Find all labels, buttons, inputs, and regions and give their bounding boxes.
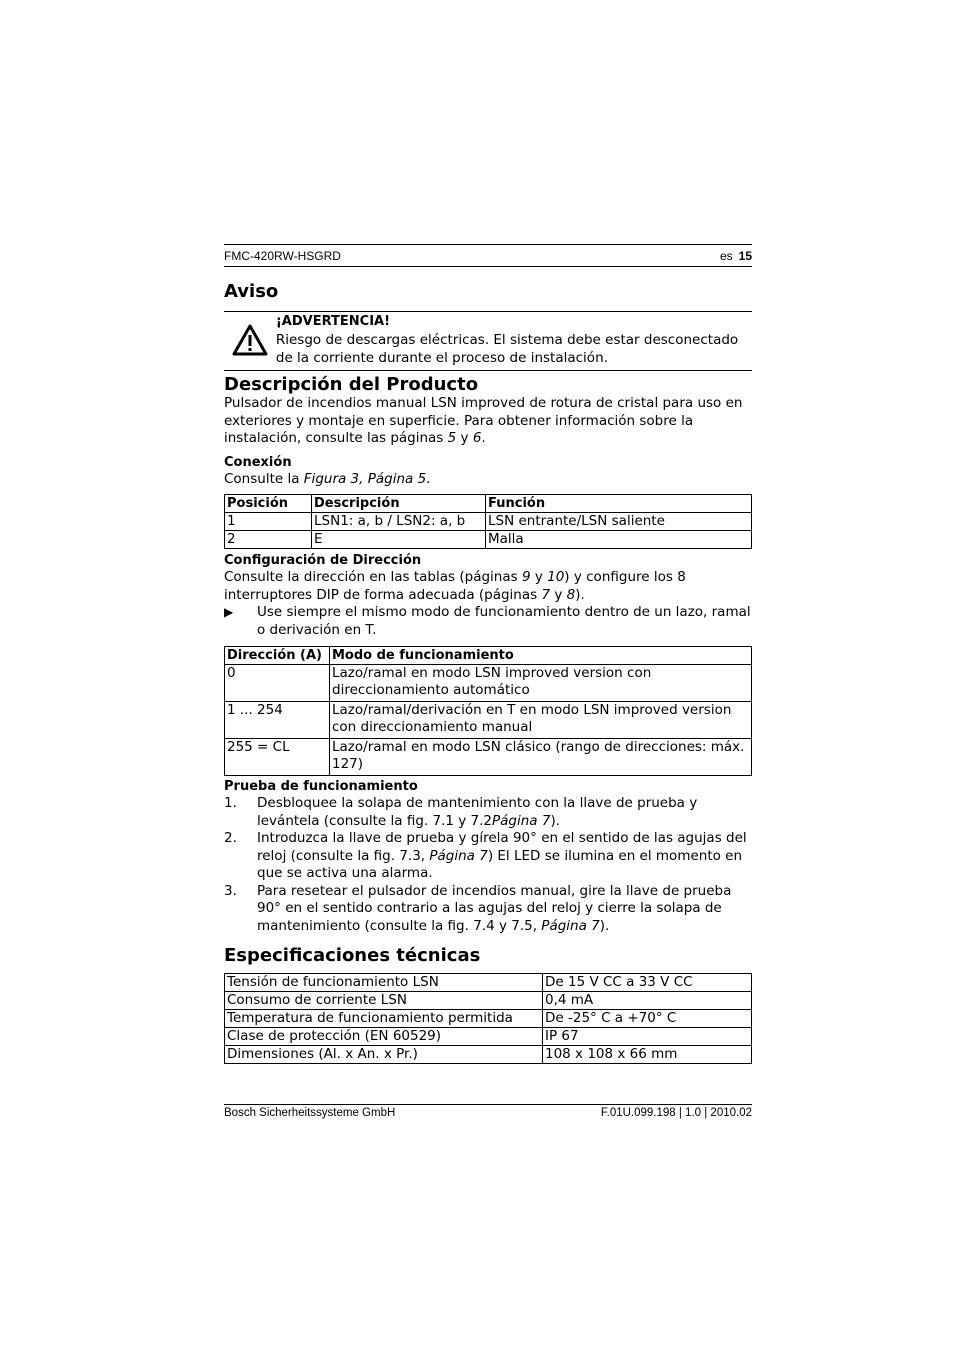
- page-number: 15: [738, 248, 752, 263]
- step-text-b: ) El LED se ilumina en el momento en que se activa una alarma.: [257, 847, 743, 881]
- table-cell: Lazo/ramal en modo LSN clásico (rango de direcciones: máx. 127): [330, 739, 752, 776]
- aviso-heading: Aviso: [224, 281, 279, 302]
- page-ref: 7: [541, 586, 551, 603]
- step-text: [257, 883, 752, 936]
- table-row: [225, 665, 752, 702]
- column-header: Modo de funcionamiento: [330, 647, 752, 665]
- step-number: 3.: [224, 882, 237, 899]
- warning-text-block: [276, 313, 752, 367]
- list-item: [224, 883, 752, 936]
- table-cell: 0: [225, 665, 330, 702]
- table-row: [225, 1046, 752, 1064]
- spec-value: De -25° C a +70° C: [543, 1010, 752, 1028]
- config-text: y: [530, 569, 548, 585]
- page-ref: Página 7: [541, 917, 600, 934]
- table-row: [225, 1028, 752, 1046]
- bullet-text: Use siempre el mismo modo de funcionamiento dentro de un lazo, ramal o derivación en T.: [257, 604, 751, 638]
- page-ref: 6: [472, 430, 482, 446]
- running-header: [224, 244, 752, 267]
- configuracion-heading: Configuración de Dirección: [224, 553, 422, 568]
- table-row: [225, 739, 752, 776]
- header-right: [714, 249, 752, 263]
- direccion-table: [224, 646, 752, 776]
- especificaciones-table: [224, 973, 752, 1064]
- config-text: Consulte la dirección en las tablas (páginas: [224, 569, 522, 585]
- table-cell: LSN1: a, b / LSN2: a, b: [312, 513, 486, 531]
- descripcion-text: Pulsador de incendios manual LSN improved de rotura de cristal para uso en exteriores y montaje en superficie. Para obtener información sobre la instalación, consulte las páginas: [224, 395, 743, 446]
- prueba-heading: Prueba de funcionamiento: [224, 779, 418, 794]
- descripcion-heading: Descripción del Producto: [224, 374, 479, 395]
- table-row: [225, 531, 752, 549]
- step-text-b: ).: [599, 917, 610, 934]
- table-row: [225, 1010, 752, 1028]
- configuracion-paragraph: [224, 569, 752, 604]
- descripcion-text: y: [456, 430, 473, 446]
- step-text-a: Introduzca la llave de prueba y gírela 90° en el sentido de las agujas del reloj (consulte la fig. 7.3,: [257, 830, 747, 864]
- table-cell: Lazo/ramal en modo LSN improved version con direccionamiento automático: [330, 665, 752, 702]
- page-ref: 8: [566, 586, 576, 603]
- warning-box: [224, 311, 752, 371]
- table-cell: 255 = CL: [225, 739, 330, 776]
- config-text: ).: [575, 586, 585, 603]
- table-header-row: [225, 647, 752, 665]
- warning-title: ¡ADVERTENCIA!: [275, 314, 391, 329]
- list-item: [224, 795, 752, 830]
- page-ref: 9: [521, 569, 531, 585]
- column-header: Dirección (A): [225, 647, 330, 665]
- document-reference: F.01U.099.198 | 1.0 | 2010.02: [600, 1107, 752, 1119]
- table-row: [225, 702, 752, 739]
- warning-triangle-icon: [224, 313, 276, 367]
- doc-title: FMC-420RW-HSGRD: [224, 248, 341, 263]
- conexion-table: [224, 494, 752, 549]
- page-ref: Página 7: [429, 847, 488, 864]
- page-ref: 5: [447, 430, 457, 446]
- step-text-a: Desbloquee la solapa de mantenimiento con la llave de prueba y levántela (consulte la fig. 7.1 y 7.2: [257, 795, 698, 829]
- spec-label: Temperatura de funcionamiento permitida: [225, 1010, 543, 1028]
- spec-value: IP 67: [543, 1028, 752, 1046]
- company-name: Bosch Sicherheitssysteme GmbH: [224, 1107, 396, 1119]
- spec-label: Clase de protección (EN 60529): [225, 1028, 543, 1046]
- table-header-row: [225, 495, 752, 513]
- step-text-b: ).: [550, 812, 561, 829]
- spec-value: De 15 V CC a 33 V CC: [543, 974, 752, 992]
- descripcion-text: .: [481, 430, 486, 446]
- spec-label: Consumo de corriente LSN: [225, 992, 543, 1010]
- step-text: [257, 795, 752, 830]
- conexion-text: [224, 471, 752, 489]
- step-text-a: Para resetear el pulsador de incendios manual, gire la llave de prueba 90° en el sentido contrario a las agujas del reloj y cierre la solapa de mantenimiento (consulte la fig. 7.4 y 7.5,: [257, 882, 732, 934]
- column-header: Función: [486, 495, 752, 513]
- config-text: y: [550, 586, 567, 603]
- page-content: [224, 244, 752, 1064]
- running-footer: [224, 1104, 752, 1119]
- conexion-heading: Conexión: [224, 454, 292, 470]
- table-row: [225, 974, 752, 992]
- list-item: [224, 830, 752, 883]
- table-cell: Lazo/ramal/derivación en T en modo LSN improved version con direccionamiento manual: [330, 702, 752, 739]
- table-cell: E: [312, 531, 486, 549]
- table-cell: 1: [225, 513, 312, 531]
- bullet-item: [224, 604, 752, 639]
- table-cell: 1 ... 254: [225, 702, 330, 739]
- table-row: [225, 992, 752, 1010]
- page-ref: 10: [547, 569, 565, 585]
- descripcion-paragraph: [224, 395, 752, 448]
- spec-label: Dimensiones (Al. x An. x Pr.): [225, 1046, 543, 1064]
- warning-text: Riesgo de descargas eléctricas. El sistema debe estar desconectado de la corriente durante el proceso de instalación.: [275, 332, 739, 366]
- step-number: 1.: [224, 795, 237, 811]
- page-ref: Página 7: [492, 812, 551, 829]
- figure-ref: Figura 3, Página 5: [303, 470, 427, 487]
- conexion-text-a: Consulte la: [224, 470, 304, 487]
- table-cell: 2: [225, 531, 312, 549]
- language-code: es: [719, 248, 733, 263]
- step-number: 2.: [224, 830, 237, 846]
- spec-value: 0,4 mA: [543, 992, 752, 1010]
- column-header: Posición: [225, 495, 312, 513]
- column-header: Descripción: [312, 495, 486, 513]
- bullet-arrow-icon: ▶: [224, 605, 234, 619]
- table-row: [225, 513, 752, 531]
- config-text: ) y configure los 8 interruptores DIP de forma adecuada (páginas: [224, 569, 686, 603]
- conexion-text-b: .: [426, 470, 431, 487]
- table-cell: LSN entrante/LSN saliente: [486, 513, 752, 531]
- table-cell: Malla: [486, 531, 752, 549]
- especificaciones-heading: Especificaciones técnicas: [224, 945, 481, 966]
- spec-value: 108 x 108 x 66 mm: [543, 1046, 752, 1064]
- step-text: [257, 830, 752, 883]
- prueba-steps: [224, 795, 752, 935]
- spec-label: Tensión de funcionamiento LSN: [225, 974, 543, 992]
